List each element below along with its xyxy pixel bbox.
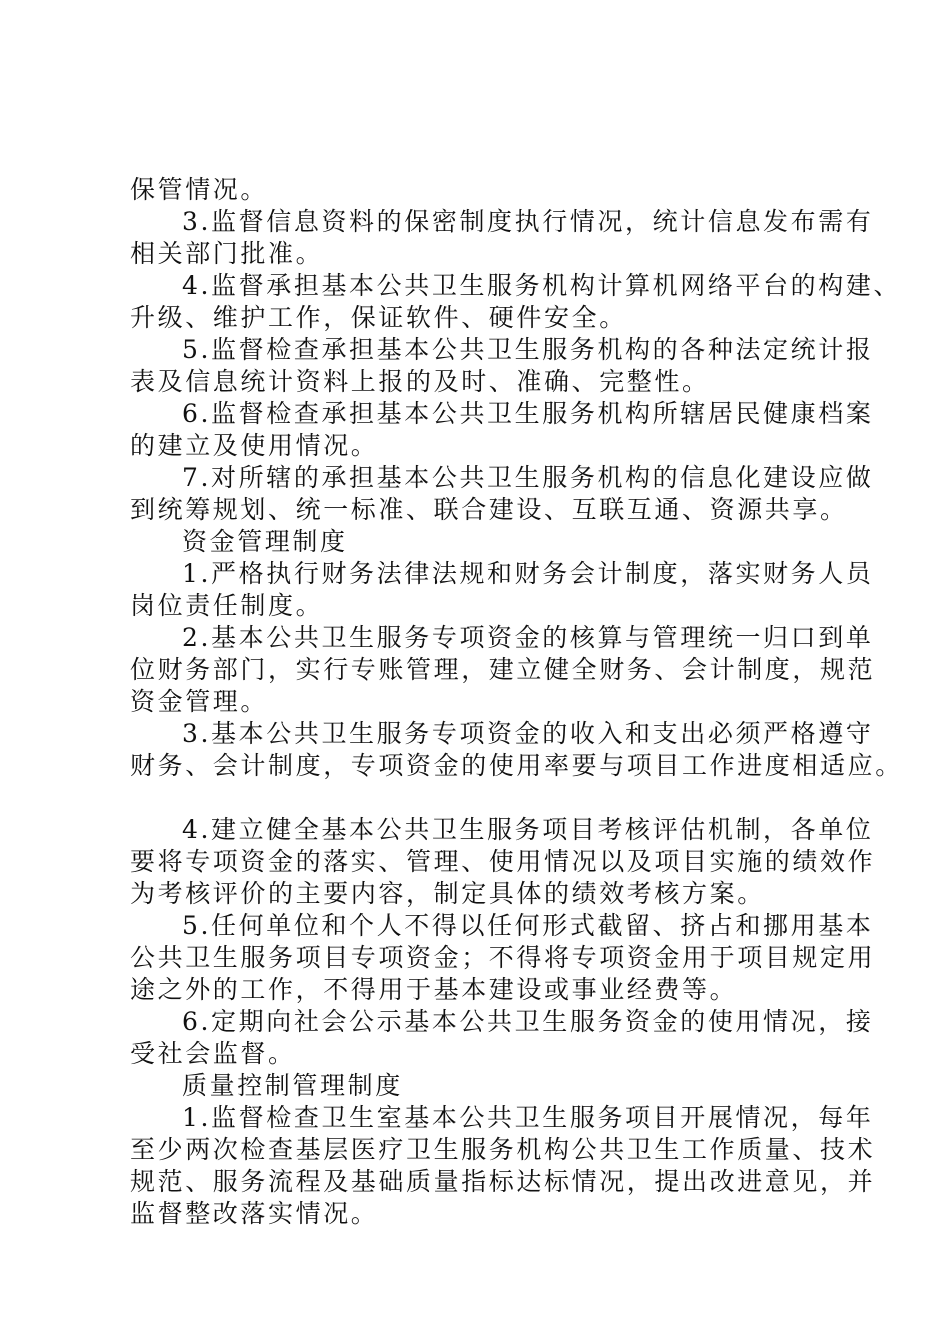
text-line: 财务、会计制度，专项资金的使用率要与项目工作进度相适应。	[130, 751, 903, 780]
list-item-text: 7.对所辖的承担基本公共卫生服务机构的信息化建设应做	[182, 463, 874, 492]
text-line: 要将专项资金的落实、管理、使用情况以及项目实施的绩效作	[130, 847, 876, 876]
text-line: 规范、服务流程及基础质量指标达标情况，提出改进意见，并	[130, 1167, 876, 1196]
text-line: 表及信息统计资料上报的及时、准确、完整性。	[130, 367, 710, 396]
text-line: 相关部门批准。	[130, 239, 324, 268]
list-item-text: 3.监督信息资料的保密制度执行情况，统计信息发布需有	[182, 207, 874, 236]
list-item-text: 3.基本公共卫生服务专项资金的收入和支出必须严格遵守	[182, 719, 874, 748]
list-item-text: 6.监督检查承担基本公共卫生服务机构所辖居民健康档案	[182, 399, 874, 428]
text-line: 监督整改落实情况。	[130, 1199, 379, 1228]
text-line: 升级、维护工作，保证软件、硬件安全。	[130, 303, 627, 332]
text-line: 保管情况。	[130, 175, 269, 204]
text-line: 位财务部门，实行专账管理，建立健全财务、会计制度，规范	[130, 655, 876, 684]
list-item-text: 1.严格执行财务法律法规和财务会计制度，落实财务人员	[182, 559, 874, 588]
list-item-text: 5.任何单位和个人不得以任何形式截留、挤占和挪用基本	[182, 911, 874, 940]
list-item-text: 4.监督承担基本公共卫生服务机构计算机网络平台的构建、	[182, 271, 902, 300]
text-line: 资金管理。	[130, 687, 269, 716]
text-line: 至少两次检查基层医疗卫生服务机构公共卫生工作质量、技术	[130, 1135, 876, 1164]
text-line: 公共卫生服务项目专项资金；不得将专项资金用于项目规定用	[130, 943, 876, 972]
section-heading: 质量控制管理制度	[182, 1071, 403, 1100]
text-line: 途之外的工作，不得用于基本建设或事业经费等。	[130, 975, 738, 1004]
list-item-text: 4.建立健全基本公共卫生服务项目考核评估机制，各单位	[182, 815, 874, 844]
list-item-text: 6.定期向社会公示基本公共卫生服务资金的使用情况，接	[182, 1007, 874, 1036]
text-line: 受社会监督。	[130, 1039, 296, 1068]
list-item-text: 2.基本公共卫生服务专项资金的核算与管理统一归口到单	[182, 623, 874, 652]
text-line: 为考核评价的主要内容，制定具体的绩效考核方案。	[130, 879, 765, 908]
list-item-text: 1.监督检查卫生室基本公共卫生服务项目开展情况，每年	[182, 1103, 874, 1132]
text-line: 岗位责任制度。	[130, 591, 324, 620]
text-line: 到统筹规划、统一标准、联合建设、互联互通、资源共享。	[130, 495, 848, 524]
document-body	[130, 174, 903, 1230]
section-heading: 资金管理制度	[182, 527, 348, 556]
paragraph-gap	[130, 782, 850, 814]
list-item-text: 5.监督检查承担基本公共卫生服务机构的各种法定统计报	[182, 335, 874, 364]
text-line: 的建立及使用情况。	[130, 431, 379, 460]
